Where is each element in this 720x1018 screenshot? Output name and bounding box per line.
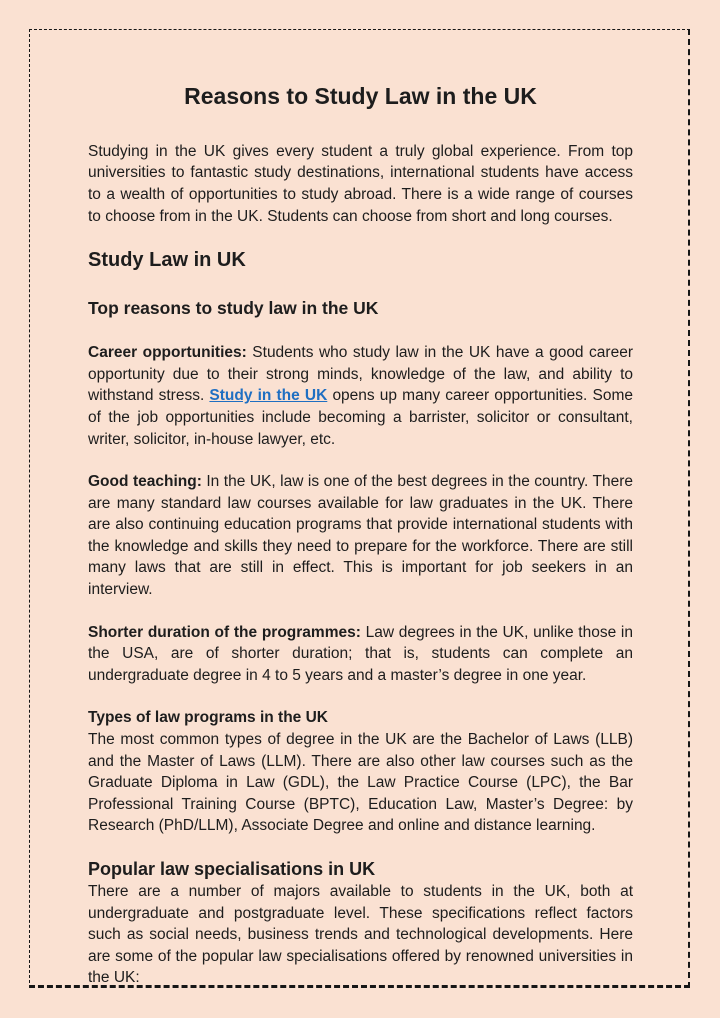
good-teaching-text: In the UK, law is one of the best degrees in the country. There are many standard law courses available for law graduates in the UK. There are also continuing education programs that provide international students with the knowledge and skills they need to prepare for the workforce. There are still many laws that are still in effect. This is important for job seekers in an interview. [88, 473, 633, 599]
popular-specialisations-paragraph: There are a number of majors available to students in the UK, both at undergraduate and postgraduate level. These specifications reflect factors such as social needs, business trends and technological developments. Here are some of the popular law specialisations offered by renowned universities in the UK: [88, 883, 633, 987]
career-opportunities-lead: Career opportunities: [88, 344, 247, 362]
shorter-duration-lead: Shorter duration of the programmes: [88, 623, 361, 641]
shorter-duration-text: Law degrees in the UK, unlike those in the USA, are of shorter duration; that is, students can complete an undergraduate degree in 4 to 5 years and a master’s degree in one year. [88, 623, 633, 684]
types-of-law-programs-heading: Types of law programs in the UK [88, 709, 329, 727]
subheading-top-reasons: Top reasons to study law in the UK [88, 298, 379, 319]
section-heading-study-law-in-uk: Study Law in UK [88, 249, 246, 272]
career-opportunities-paragraph [88, 342, 633, 450]
career-text-after-link: opens up many career opportunities. Some of the job opportunities include becoming a barrister, solicitor or consultant, writer, solicitor, in-house lawyer, etc. [88, 387, 633, 448]
shorter-duration-paragraph [88, 622, 633, 687]
document-content [88, 82, 633, 1010]
popular-specialisations-heading: Popular law specialisations in UK [88, 859, 376, 879]
page-title: Reasons to Study Law in the UK [184, 83, 537, 109]
intro-paragraph: Studying in the UK gives every student a truly global experience. From top universities to fantastic study destinations, international students have access to a wealth of opportunities to study abroad. There is a wide range of courses to choose from in the UK. Students can choose from short and long courses. [88, 142, 633, 225]
types-of-law-programs-paragraph: The most common types of degree in the UK are the Bachelor of Laws (LLB) and the Master of Laws (LLM). There are also other law courses such as the Graduate Diploma in Law (GDL), the Law Practice Course (LPC), the Bar Professional Training Course (BPTC), Education Law, Master’s Degree: by Research (PhD/LLM), Associate Degree and online and distance learning. [88, 731, 633, 835]
study-in-the-uk-link[interactable]: Study in the UK [209, 387, 328, 405]
good-teaching-lead: Good teaching: [88, 473, 202, 491]
good-teaching-paragraph [88, 471, 633, 601]
career-text-before-link: Students who study law in the UK have a good career opportunity due to their strong minds, knowledge of the law, and ability to withstand stress. [88, 344, 633, 405]
